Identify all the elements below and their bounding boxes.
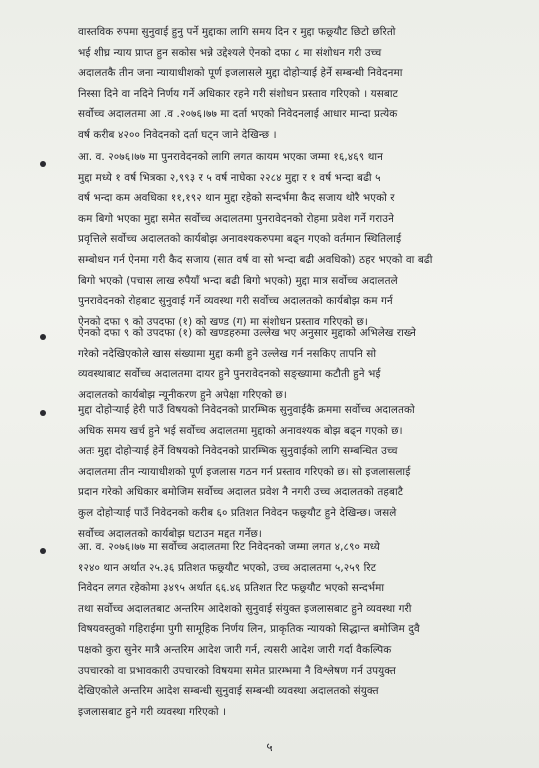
text-line: मुद्दा दोहोऱ्याई हेरी पाउँ विषयको निवेदनको प्रारम्भिक सुनुवाईकै क्रममा सर्वोच्च अदालतको: [78, 404, 415, 416]
text-line: सम्बोधन गर्न ऐनमा गरी कैद सजाय (सात वर्ष वा सो भन्दा बढी अवधिको) ठहर भएको वा बढी: [78, 253, 433, 266]
text-line: आ. व. २०७६।७७ मा पुनरावेदनको लागि लगत कायम भएका जम्मा १६,४६९ थान: [78, 151, 383, 163]
text-line: विषयवस्तुको गहिराईमा पुगी सामूहिक निर्णय लिन, प्राकृतिक न्यायको सिद्धान्त बमोजिम दुवै: [78, 623, 420, 636]
bullet-point: [40, 161, 46, 167]
text-line: सर्वोच्च अदालतमा आ .व .२०७६।७७ मा दर्ता भएको निवेदनलाई आधार मान्दा प्रत्येक: [78, 108, 398, 121]
text-line: निस्सा दिने वा नदिने निर्णय गर्ने अधिकार रहने गरी संशोधन प्रस्ताव गरिएको । यसबाट: [78, 87, 398, 100]
text-line: बिगो भएको (पचास लाख रुपैयाँ भन्दा बढी बिगो भएको) मुद्दा मात्र सर्वोच्च अदालतले: [78, 274, 398, 287]
text-line: कम बिगो भएका मुद्दा समेत सर्वोच्च अदालतमा पुनरावेदनको रोहमा प्रवेश गर्ने गराउने: [78, 212, 394, 225]
paragraph-review-petition: [78, 400, 514, 544]
text-line: कुल दोहोऱ्याई पाउँ निवेदनको करीब ६० प्रतिशत निवेदन फछ्र्यौट हुने देखिन्छ। जसले: [78, 506, 397, 519]
text-line: उपचारको वा प्रभावकारी उपचारको विषयमा समेत प्रारम्भमा नै विश्लेषण गर्न उपयुक्त: [78, 664, 396, 677]
bullet-point: [40, 334, 46, 340]
text-line: वास्तविक रुपमा सुनुवाई हुनु पर्ने मुद्दाका लागि समय दिन र मुद्दा फछ्र्यौट छिटो छरितो: [78, 26, 396, 38]
text-line: सर्वोच्च अदालतको कार्यबोझ घटाउन मद्दत गर्नेछ।: [78, 527, 262, 540]
text-line: निवेदन लगत रहेकोमा ३४९५ अर्थात ६६.४६ प्रतिशत रिट फछ्र्यौट भएको सन्दर्भमा: [78, 582, 385, 595]
text-line: मुद्दा मध्ये १ वर्ष भित्रका २,९९३ र ५ वर्ष नाघेका २२८४ मुद्दा र १ वर्ष भन्दा बढी ५: [78, 171, 381, 184]
page-number: ५: [266, 740, 273, 754]
text-line: १२४० थान अर्थात २५.३६ प्रतिशत फछ्र्यौट भएको, उच्च अदालतमा ५,२५९ रिट: [78, 561, 377, 574]
text-line: पक्षको कुरा सुनेर मात्रै अन्तरिम आदेश जारी गर्न, त्यसरी आदेश जारी गर्दा वैकल्पिक: [78, 643, 392, 656]
text-line: पुनरावेदनको रोहबाट सुनुवाई गर्ने व्यवस्था गरी सर्वोच्च अदालतको कार्यबोझ कम गर्न: [78, 295, 393, 308]
text-line: अतः मुद्दा दोहोऱ्याई हेर्ने विषयको निवेदनको प्रारम्भिक सुनुवाईको लागि सम्बन्धित उच्च: [78, 445, 398, 458]
text-line: ऐनको दफा ९ को उपदफा (१) को खण्डहरुमा उल्लेख भए अनुसार मुद्दाको अभिलेख राख्ने: [78, 327, 417, 339]
bullet-point: [40, 548, 46, 554]
text-line: गरेको नदेखिएकोले खास संख्यामा मुद्दा कमी हुने उल्लेख गर्न नसकिए तापनि सो: [78, 347, 377, 360]
text-line: तथा सर्वोच्च अदालतबाट अन्तरिम आदेशको सुनुवाई संयुक्त इजलासबाट हुने व्यवस्था गरी: [78, 602, 412, 615]
text-line: वर्ष भन्दा कम अवधिका ११,१९२ थान मुद्दा रहेको सन्दर्भमा कैद सजाय थोरै भएको र: [78, 192, 395, 205]
text-line: अधिक समय खर्च हुने भई सर्वोच्च अदालतमा मुद्दाको अनावश्यक बोझ बढ्न गएको छ।: [78, 424, 403, 437]
text-line: अदालतकै तीन जना न्यायाधीशको पूर्ण इजलासले मुद्दा दोहोऱ्याई हेर्ने सम्बन्धी निवेदनमा: [78, 67, 403, 80]
text-line: अदालतमा तीन न्यायाधीशको पूर्ण इजलास गठन गर्न प्रस्ताव गरिएको छ। सो इजलासलाई: [78, 465, 411, 478]
text-line: वर्ष करीब ४२०० निवेदनको दर्ता घट्न जाने देखिन्छ ।: [78, 128, 277, 141]
bullet-point: [40, 410, 46, 416]
text-line: ऐनको दफा ९ को उपदफा (१) को खण्ड (ग) मा संशोधन प्रस्ताव गरिएको छ।: [78, 315, 368, 328]
paragraph-appeal-cases: [78, 147, 514, 332]
text-line: प्रवृत्तिले सर्वोच्च अदालतको कार्यबोझ अनावश्यकरुपमा बढ्न गएको वर्तमान स्थितिलाई: [78, 233, 402, 246]
paragraph-intro: [78, 22, 514, 146]
text-line: देखिएकोले अन्तरिम आदेश सम्बन्धी सुनुवाई सम्बन्धी व्यवस्था अदालतको संयुक्त: [78, 685, 379, 698]
text-line: प्रदान गरेको अधिकार बमोजिम सर्वोच्च अदालत प्रवेश नै नगरी उच्च अदालतको तहबाटै: [78, 486, 404, 499]
text-line: भई शीघ्र न्याय प्राप्त हुन सकोस भन्ने उद्देश्यले ऐनको दफा ८ मा संशोधन गरी उच्च: [78, 46, 382, 59]
text-line: व्यवस्थाबाट सर्वोच्च अदालतमा दायर हुने पुनरावेदनको सङ्ख्यामा कटौती हुने भई: [78, 368, 381, 381]
text-line: अदालतको कार्यबोझ न्यूनीकरण हुने अपेक्षा गरिएको छ।: [78, 388, 287, 401]
text-line: इजलासबाट हुने गरी व्यवस्था गरिएको ।: [78, 705, 227, 718]
paragraph-section-9: [78, 323, 514, 405]
text-line: आ. व. २०७६।७७ मा सर्वोच्च अदालतमा रिट निवेदनको जम्मा लगत ४,८९० मध्ये: [78, 541, 380, 553]
paragraph-writ-petitions: [78, 537, 514, 722]
